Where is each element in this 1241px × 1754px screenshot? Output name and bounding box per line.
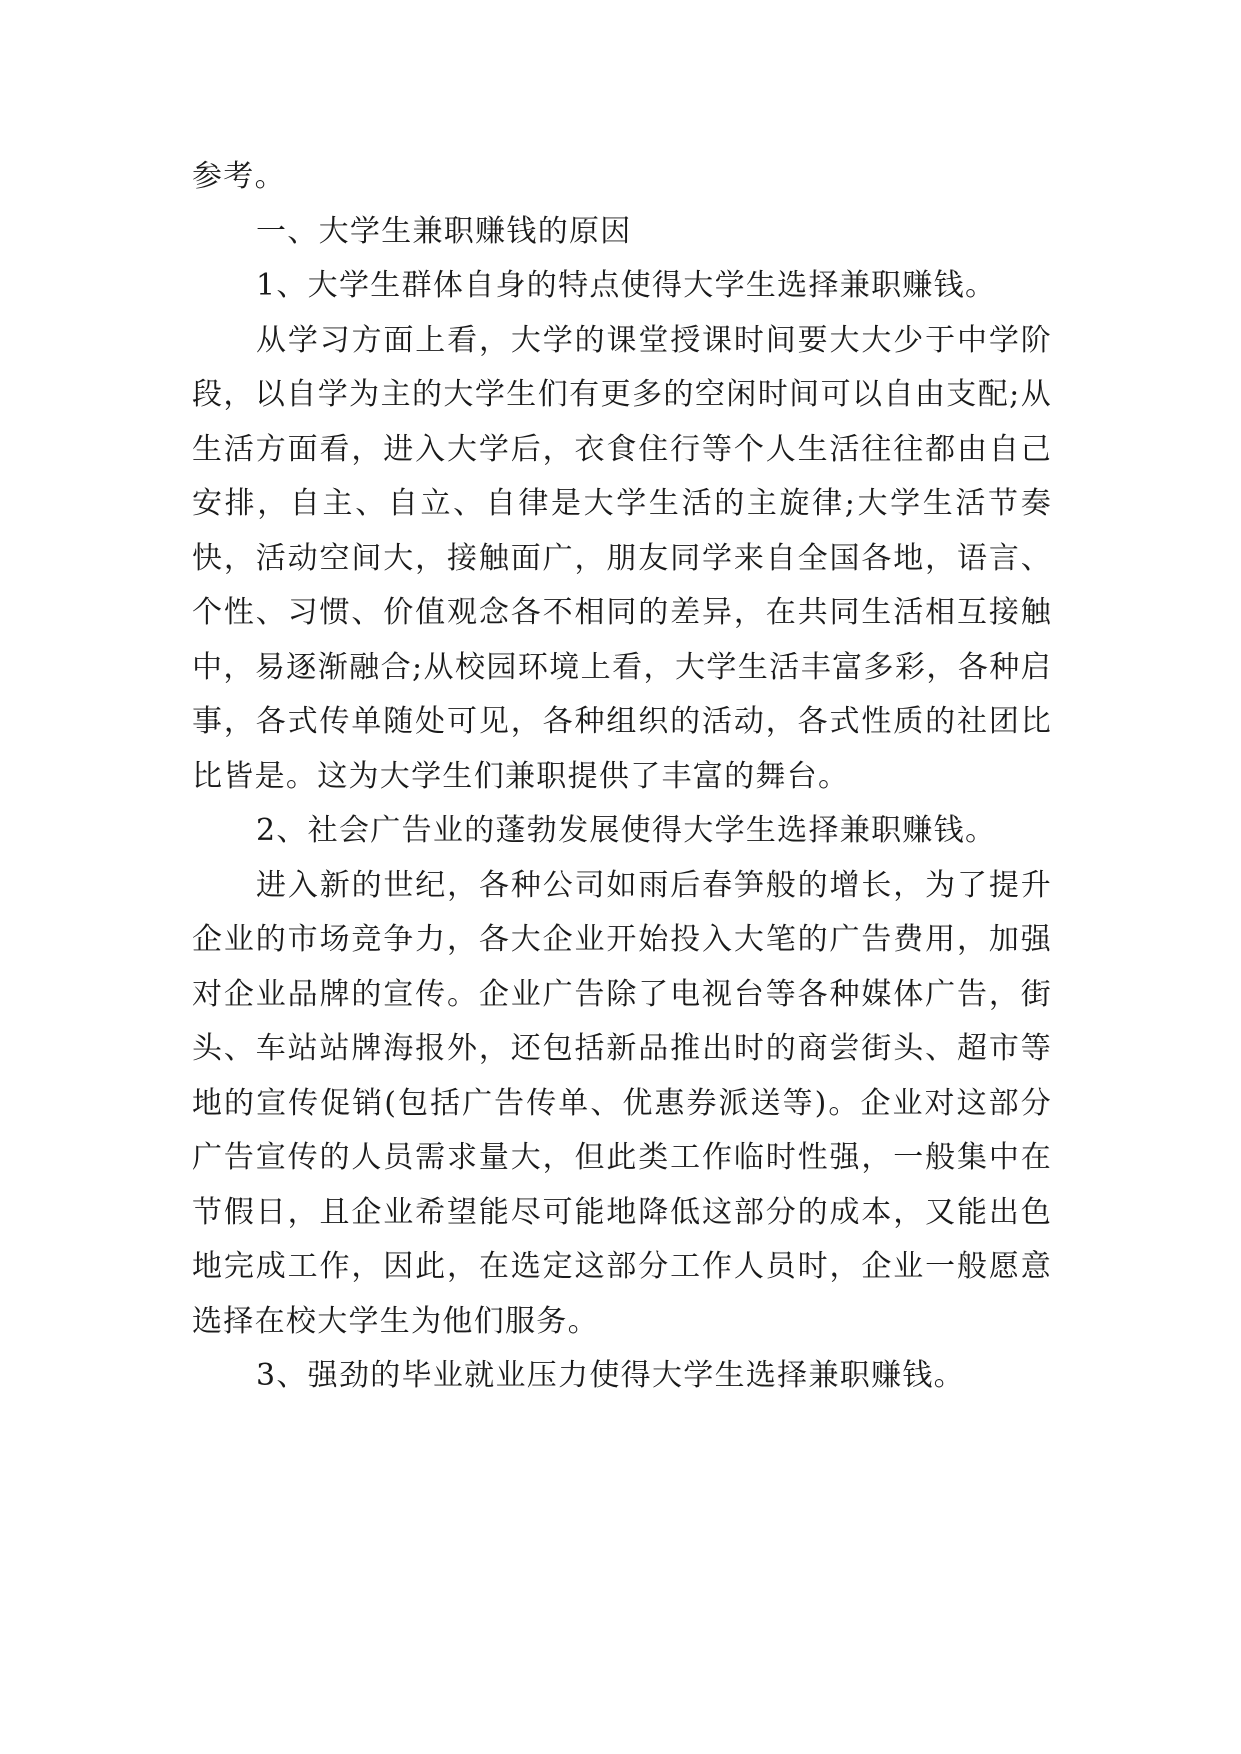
document-body (192, 150, 1052, 1404)
subsection-heading-3: 3、强劲的毕业就业压力使得大学生选择兼职赚钱。 (256, 1358, 965, 1393)
subsection-heading-2: 2、社会广告业的蓬勃发展使得大学生选择兼职赚钱。 (256, 813, 997, 848)
section-heading: 一、大学生兼职赚钱的原因 (256, 213, 632, 249)
subsection-heading-1: 1、大学生群体自身的特点使得大学生选择兼职赚钱。 (256, 268, 997, 303)
paragraph-continuation: 参考。 (192, 159, 286, 194)
body-paragraph: 进入新的世纪，各种公司如雨后春笋般的增长，为了提升企业的市场竞争力，各大企业开始投入大笔的广告费用，加强对企业品牌的宣传。企业广告除了电视台等各种媒体广告，街头、车站站牌海报外，还包括新品推出时的商尝街头、超市等地的宣传促销(包括广告传单、优惠券派送等)。企业对这部分广告宣传的人员需求量大，但此类工作临时性强，一般集中在节假日，且企业希望能尽可能地降低这部分的成本，又能出色地完成工作，因此，在选定这部分工作人员时，企业一般愿意选择在校大学生为他们服务。 (192, 867, 1052, 1339)
body-paragraph: 从学习方面上看，大学的课堂授课时间要大大少于中学阶段，以自学为主的大学生们有更多的空闲时间可以自由支配;从生活方面看，进入大学后，衣食住行等个人生活往往都由自己安排，自主、自立、自律是大学生活的主旋律;大学生活节奏快，活动空间大，接触面广，朋友同学来自全国各地，语言、个性、习惯、价值观念各不相同的差异，在共同生活相互接触中，易逐渐融合;从校园环境上看，大学生活丰富多彩，各种启事，各式传单随处可见，各种组织的活动，各式性质的社团比比皆是。这为大学生们兼职提供了丰富的舞台。 (192, 322, 1052, 794)
